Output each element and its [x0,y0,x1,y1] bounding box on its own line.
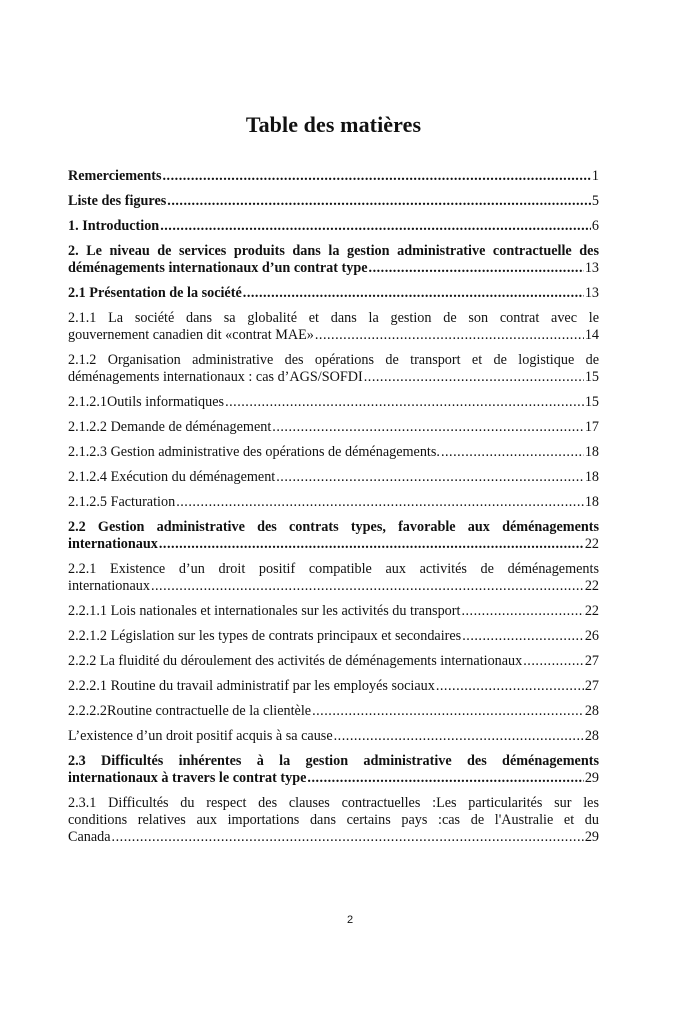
toc-entry[interactable] [68,653,599,670]
toc-entry[interactable] [68,678,599,695]
toc-entry-title: internationaux [68,536,158,552]
toc-entry-page: 29 [584,829,599,845]
toc-entry-page: 15 [584,394,599,410]
toc-entry-page: 6 [591,218,599,234]
toc-entry-page: 18 [584,469,599,485]
toc-entry-leader-line [68,285,599,302]
dot-leader [163,168,591,185]
dot-leader [334,728,584,745]
toc-entry-page: 5 [591,193,599,209]
toc-entry-page: 13 [584,260,599,276]
toc-entry-text-line: 2.3 Difficultés inhérentes à la gestion administrative des déménagements [68,753,599,769]
toc-entry-leader-line [68,678,599,695]
toc-entry-text-line: 2.1.2 Organisation administrative des opérations de transport et de logistique de [68,352,599,368]
toc-entry-title: 2.2.1.1 Lois nationales et internationales sur les activités du transport [68,603,461,619]
toc-entry[interactable] [68,168,599,185]
toc-entry-title: gouvernement canadien dit «contrat MAE» [68,327,314,343]
toc-entry-title: 2.1.2.5 Facturation [68,494,176,510]
toc-entry[interactable] [68,444,599,461]
toc-entry-title: 2.1.2.2 Demande de déménagement [68,419,272,435]
toc-entry-title: 2.2.2.2Routine contractuelle de la clientèle [68,703,312,719]
toc-entry-page: 17 [584,419,599,435]
toc-entry[interactable] [68,310,599,344]
toc-entry-page: 22 [584,603,599,619]
dot-leader [307,770,583,787]
dot-leader [272,419,584,436]
toc-entry[interactable] [68,494,599,511]
toc-entry-title: 2.1 Présentation de la société [68,285,242,301]
dot-leader [315,327,584,344]
toc-entry-title: 2.1.2.1Outils informatiques [68,394,225,410]
toc-entry-page: 29 [584,770,599,786]
toc-entry[interactable] [68,352,599,386]
toc-entry-leader-line [68,578,599,595]
toc-entry-leader-line [68,369,599,386]
dot-leader [160,218,591,235]
toc-entry-text-line: 2.1.1 La société dans sa globalité et dans la gestion de son contrat avec le [68,310,599,326]
toc-entry-page: 22 [584,578,599,594]
toc-entry-text-line: 2.3.1 Difficultés du respect des clauses contractuelles :Les particularités sur les [68,795,599,811]
dot-leader [369,260,584,277]
toc-entry-title: L’existence d’un droit positif acquis à sa cause [68,728,333,744]
toc-entry-page: 18 [584,444,599,460]
toc-entry-text-line: conditions relatives aux importations dans certains pays :cas de l'Australie et du [68,812,599,828]
toc-entry-title: Remerciements [68,168,162,184]
toc-entry-text-line: 2. Le niveau de services produits dans la gestion administrative contractuelle des [68,243,599,259]
dot-leader [176,494,584,511]
toc-entry[interactable] [68,519,599,553]
toc-entry[interactable] [68,285,599,302]
toc-entry-leader-line [68,770,599,787]
toc-entry-page: 28 [584,728,599,744]
toc-entry-title: 1. Introduction [68,218,160,234]
toc-entry[interactable] [68,469,599,486]
toc-entry-text-line: 2.2 Gestion administrative des contrats types, favorable aux déménagements [68,519,599,535]
toc-entry-leader-line [68,327,599,344]
dot-leader [243,285,584,302]
toc-entry-page: 1 [591,168,599,184]
toc-entry-title: 2.1.2.3 Gestion administrative des opérations de déménagements. [68,444,440,460]
toc-entry[interactable] [68,561,599,595]
toc-entry[interactable] [68,728,599,745]
toc-entry-title: 2.2.2 La fluidité du déroulement des activités de déménagements internationaux [68,653,523,669]
toc-entry-title: Canada [68,829,111,845]
page-number: 2 [346,914,354,926]
dot-leader [436,678,584,695]
toc-entry-title: Liste des figures [68,193,167,209]
toc-entry[interactable] [68,193,599,210]
toc-entry-page: 27 [584,653,599,669]
toc-entry-page: 18 [584,494,599,510]
toc-entry-text-line: 2.2.1 Existence d’un droit positif compatible aux activités de déménagements [68,561,599,577]
toc-entry-title: déménagements internationaux : cas d’AGS/SOFDI [68,369,363,385]
toc-entry-page: 28 [584,703,599,719]
dot-leader [523,653,584,670]
toc-entry-leader-line [68,703,599,720]
toc-entry-leader-line [68,168,599,185]
dot-leader [167,193,591,210]
dot-leader [462,628,584,645]
dot-leader [112,829,584,846]
toc-entry-title: déménagements internationaux d’un contrat type [68,260,368,276]
dot-leader [225,394,584,411]
toc-entry-leader-line [68,444,599,461]
toc-entry-leader-line [68,653,599,670]
toc-entry-leader-line [68,419,599,436]
toc-entry[interactable] [68,394,599,411]
toc-entry-page: 13 [584,285,599,301]
dot-leader [276,469,584,486]
dot-leader [151,578,584,595]
toc-entry-leader-line [68,394,599,411]
toc-entry-leader-line [68,728,599,745]
toc-entry-title: 2.2.1.2 Législation sur les types de contrats principaux et secondaires [68,628,462,644]
toc-entry-title: internationaux [68,578,150,594]
toc-entry-page: 22 [584,536,599,552]
toc-title: Table des matières [245,112,422,137]
toc-entry-leader-line [68,494,599,511]
toc-entry-title: 2.2.2.1 Routine du travail administratif par les employés sociaux [68,678,435,694]
toc-entry[interactable] [68,218,599,235]
toc-entry-leader-line [68,829,599,846]
toc-entry-leader-line [68,628,599,645]
dot-leader [461,603,583,620]
toc-entry-page: 27 [584,678,599,694]
toc-entry[interactable] [68,628,599,645]
dot-leader [312,703,584,720]
toc-entry-leader-line [68,603,599,620]
toc-entry[interactable] [68,603,599,620]
toc-entry-title: internationaux à travers le contrat type [68,770,307,786]
dot-leader [364,369,584,386]
toc-entry[interactable] [68,795,599,846]
toc-entry-leader-line [68,218,599,235]
toc-entry-page: 14 [584,327,599,343]
toc-entry[interactable] [68,753,599,787]
toc-entry-leader-line [68,469,599,486]
dot-leader [159,536,584,553]
toc-entry-page: 26 [584,628,599,644]
toc-entry[interactable] [68,419,599,436]
toc-entry-leader-line [68,260,599,277]
dot-leader [441,444,584,461]
toc-entry-page: 15 [584,369,599,385]
toc-entry-leader-line [68,536,599,553]
toc-entry-leader-line [68,193,599,210]
toc-entry[interactable] [68,703,599,720]
table-of-contents [68,168,599,854]
toc-entry[interactable] [68,243,599,277]
toc-entry-title: 2.1.2.4 Exécution du déménagement [68,469,276,485]
